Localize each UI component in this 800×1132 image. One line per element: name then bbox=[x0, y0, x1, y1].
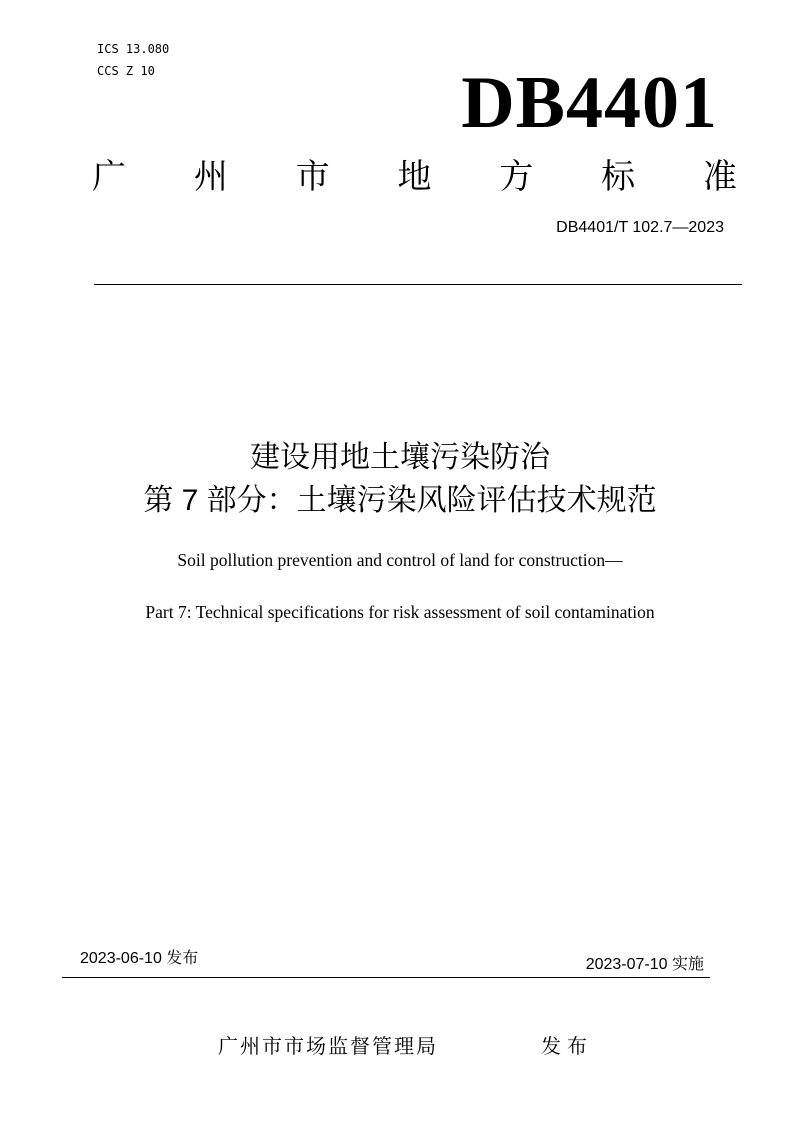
issuing-authority: 广州市市场监督管理局 bbox=[218, 1036, 438, 1058]
title-chinese-line-2: 第 7 部分：土壤污染风险评估技术规范 bbox=[143, 484, 657, 517]
standard-type-char: 地 bbox=[397, 158, 432, 196]
title-english-line-1: Soil pollution prevention and control of land for construction— bbox=[177, 550, 623, 570]
header-divider bbox=[94, 284, 742, 285]
issuing-verb: 发布 bbox=[541, 1036, 593, 1058]
standard-number: DB4401/T 102.7—2023 bbox=[556, 219, 724, 236]
title-chinese-line-1: 建设用地土壤污染防治 bbox=[250, 441, 550, 474]
standard-type-heading bbox=[92, 157, 737, 197]
standard-type-char: 市 bbox=[295, 158, 330, 196]
standard-type-char: 州 bbox=[193, 158, 228, 196]
standard-code-heading: DB4401 bbox=[461, 62, 718, 144]
ccs-code: CCS Z 10 bbox=[97, 64, 155, 78]
standard-type-char: 广 bbox=[92, 158, 126, 196]
footer-divider bbox=[62, 977, 710, 978]
standard-type-char: 准 bbox=[702, 158, 737, 196]
title-english-line-2: Part 7: Technical specifications for risk assessment of soil contamination bbox=[145, 602, 655, 622]
issue-date: 2023-06-10 发布 bbox=[80, 950, 199, 967]
standard-type-char: 标 bbox=[601, 158, 636, 196]
standard-type-char: 方 bbox=[499, 158, 534, 196]
ics-code: ICS 13.080 bbox=[97, 42, 170, 56]
implementation-date: 2023-07-10 实施 bbox=[585, 956, 704, 973]
